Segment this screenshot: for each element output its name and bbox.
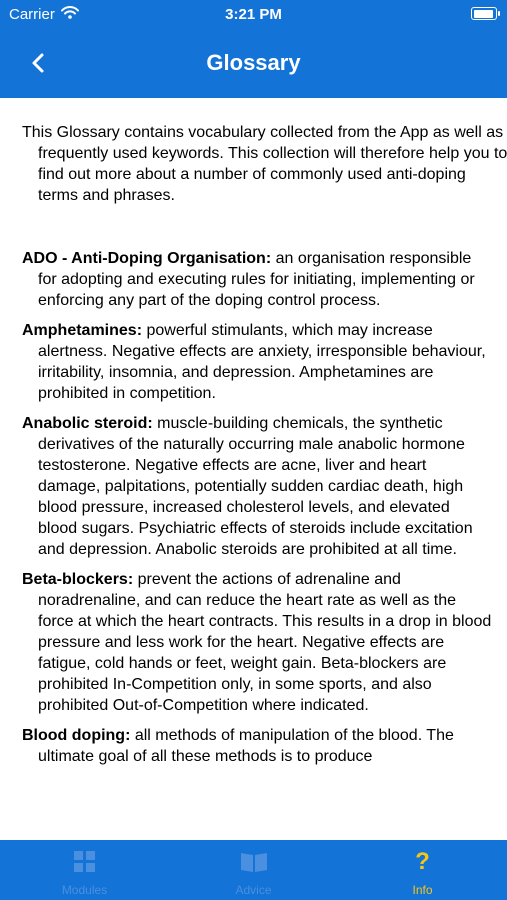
book-icon xyxy=(239,850,269,879)
entry-term: Anabolic steroid: xyxy=(22,415,153,432)
navigation-bar xyxy=(0,28,507,98)
entry-term: ADO - Anti-Doping Organisation: xyxy=(22,250,272,267)
status-time: 3:21 PM xyxy=(225,6,282,23)
tab-label: Modules xyxy=(61,883,108,897)
glossary-list xyxy=(22,248,492,776)
entry-definition: powerful stimulants, which may increase alertness. Negative effects are anxiety, irresponsible behaviour, irritability, insomnia, and depression. Amphetamines are prohibited in competition. xyxy=(38,322,486,402)
top-bar xyxy=(0,0,507,98)
carrier-label: Carrier xyxy=(9,6,55,23)
glossary-entry xyxy=(22,248,492,311)
entry-term: Beta-blockers: xyxy=(22,571,134,588)
tab-label: Advice xyxy=(235,883,272,897)
entry-term: Blood doping: xyxy=(22,727,131,744)
tab-bar xyxy=(0,840,507,900)
battery-icon xyxy=(471,7,497,20)
tab-label: Info xyxy=(412,883,433,897)
glossary-entry xyxy=(22,413,492,560)
entry-definition: muscle-building chemicals, the synthetic derivatives of the naturally occurring male anabolic hormone testosterone. Negative effects are acne, liver and heart damage, palpitations, potentially sudden cardiac death, high blood pressure, increased cholesterol levels, and elevated blood sugars. Psychiatric effects of steroids include excitation and depression. Anabolic steroids are prohibited at all time. xyxy=(38,415,473,558)
question-mark-icon: ? xyxy=(415,848,430,875)
glossary-scroll-view[interactable] xyxy=(0,98,507,840)
tab-modules[interactable] xyxy=(0,840,169,900)
tab-info[interactable] xyxy=(338,840,507,900)
glossary-entry xyxy=(22,569,492,716)
glossary-entry xyxy=(22,320,492,404)
intro-paragraph: This Glossary contains vocabulary collected from the App as well as frequently used keywords. This collection will therefore help you to find out more about a number of commonly used anti-doping terms and phrases. xyxy=(22,124,507,204)
glossary-entry xyxy=(22,725,492,767)
entry-definition: an organisation responsible for adopting and executing rules for initiating, implementing or enforcing any part of the doping control process. xyxy=(38,250,475,309)
grid-icon xyxy=(73,850,97,879)
page-title: Glossary xyxy=(206,50,301,75)
entry-term: Amphetamines: xyxy=(22,322,143,339)
entry-definition: prevent the actions of adrenaline and noradrenaline, and can reduce the heart rate as well as the force at which the heart contracts. This results in a drop in blood pressure and less work for the heart. Negative effects are fatigue, cold hands or feet, weight gain. Beta-blockers are prohibited In-Competition only, in some sports, and also prohibited Out-of-Competition where indicated. xyxy=(38,571,492,714)
tab-advice[interactable] xyxy=(169,840,338,900)
entry-definition: all methods of manipulation of the blood. The ultimate goal of all these methods is to produce xyxy=(38,727,454,765)
status-bar xyxy=(0,0,507,28)
